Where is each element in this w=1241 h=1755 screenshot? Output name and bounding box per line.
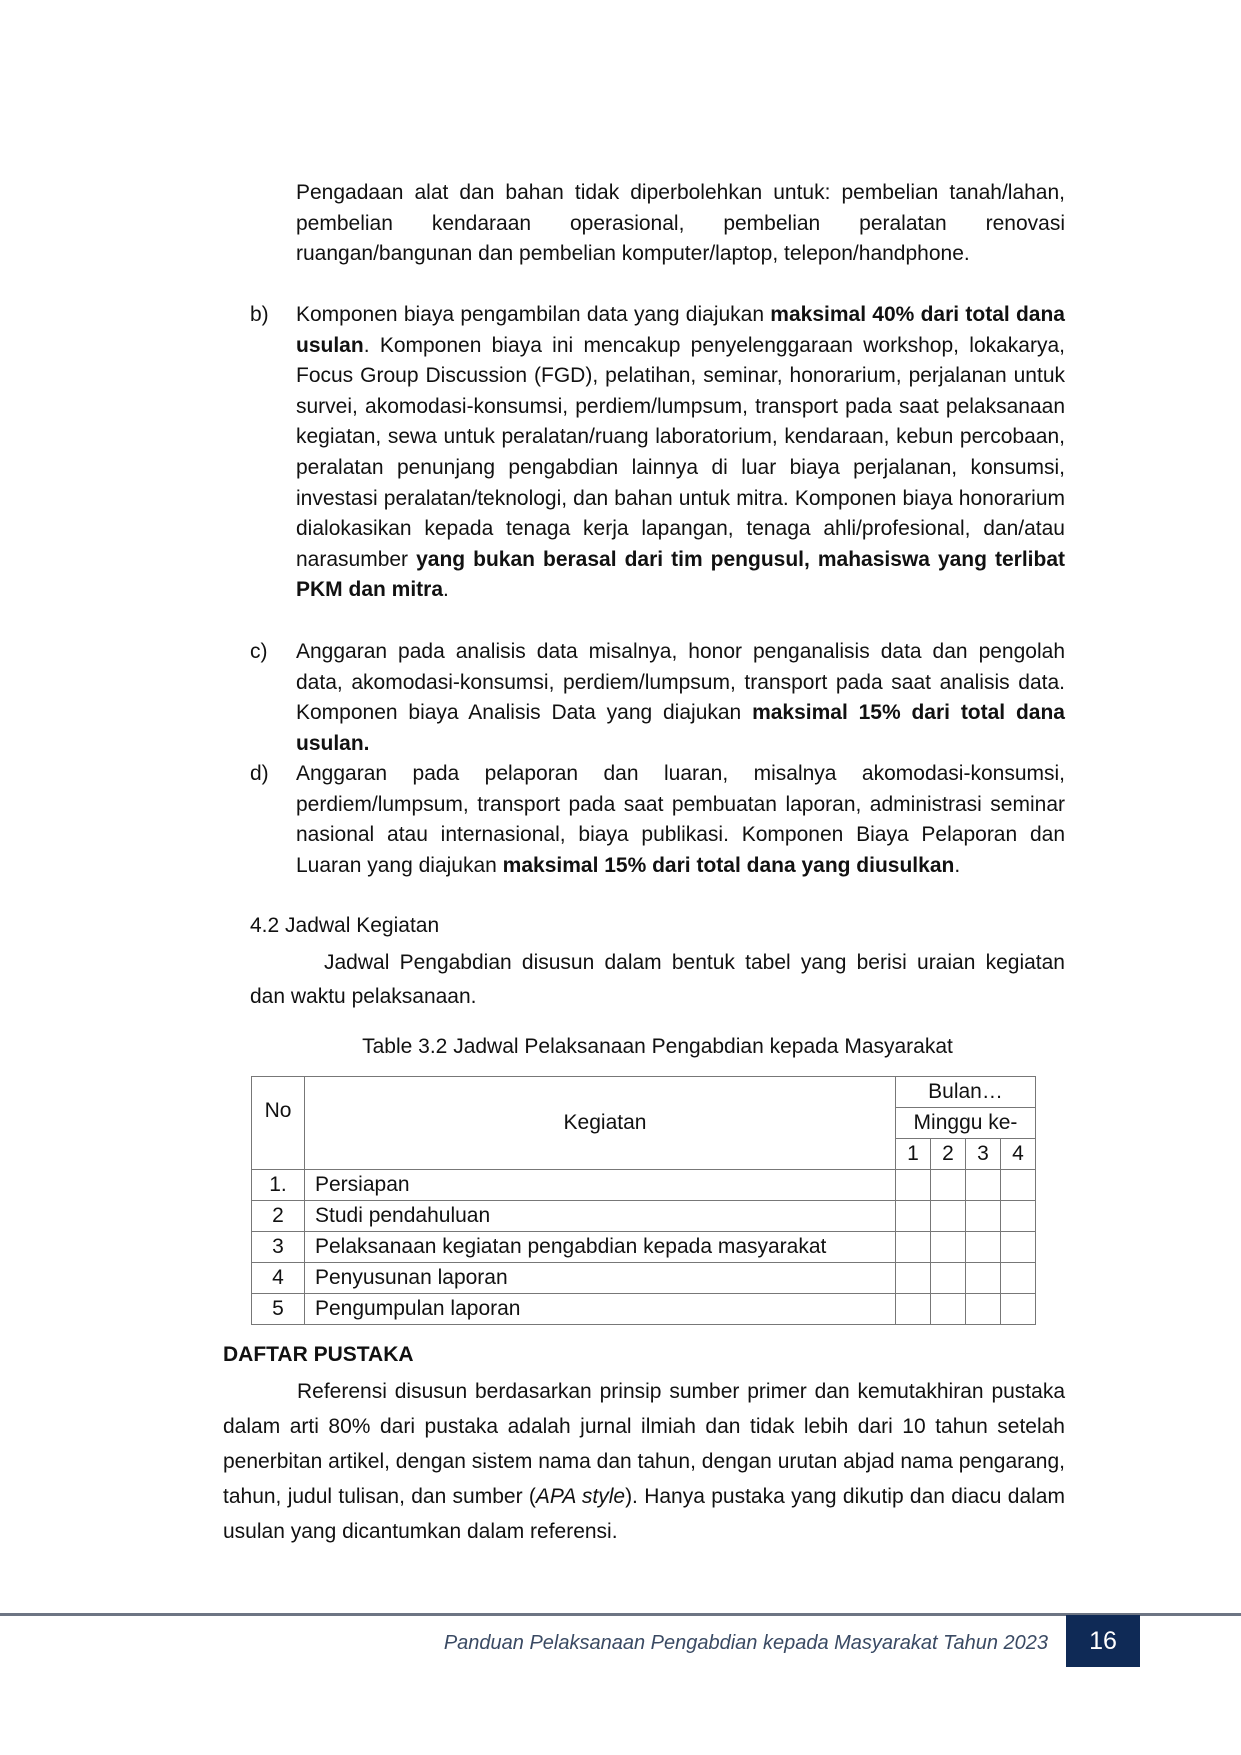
week-cell: [931, 1263, 966, 1294]
daftar-pustaka-paragraph: Referensi disusun berdasarkan prinsip sumber primer dan kemutakhiran pustaka dalam arti 80% dari pustaka adalah jurnal ilmiah dan tidak lebih dari 10 tahun setelah penerbitan artikel, dengan sistem nama dan tahun, dengan urutan abjad nama pengarang, tahun, judul tulisan, dan sumber (APA style). Hanya pustaka yang dikutip dan diacu dalam usulan yang dicantumkan dalam referensi.: [223, 1380, 1065, 1543]
week-cell: [966, 1294, 1001, 1325]
list-item-b: [250, 300, 1065, 606]
week-cell: [1001, 1294, 1036, 1325]
table-row: [252, 1201, 1036, 1232]
section-heading: 4.2 Jadwal Kegiatan: [250, 914, 440, 937]
header-no: No: [252, 1077, 305, 1170]
header-bulan: Bulan…: [896, 1077, 1036, 1108]
week-cell: [931, 1294, 966, 1325]
week-cell: [896, 1263, 931, 1294]
footer-divider: [0, 1613, 1241, 1616]
week-cell: [896, 1201, 931, 1232]
list-marker: b): [250, 303, 269, 326]
section-paragraph: Jadwal Pengabdian disusun dalam bentuk tabel yang berisi uraian kegiatan dan waktu pelaksanaan.: [250, 951, 1065, 1008]
header-week: 1: [896, 1139, 931, 1170]
week-cell: [931, 1170, 966, 1201]
week-cell: [1001, 1201, 1036, 1232]
page-number: 16: [1066, 1615, 1140, 1667]
week-cell: [966, 1232, 1001, 1263]
header-week: 2: [931, 1139, 966, 1170]
table-row: [252, 1232, 1036, 1263]
table-row: [252, 1170, 1036, 1201]
list-marker: d): [250, 762, 269, 785]
row-no: 1.: [252, 1170, 305, 1201]
week-cell: [896, 1232, 931, 1263]
list-item-d: [250, 759, 1065, 881]
week-cell: [966, 1170, 1001, 1201]
list-marker: c): [250, 640, 268, 663]
week-cell: [1001, 1263, 1036, 1294]
list-item-body: Anggaran pada pelaporan dan luaran, misalnya akomodasi-konsumsi, perdiem/lumpsum, transport pada saat pembuatan laporan, administrasi seminar nasional atau internasional, biaya publikasi. Komponen Biaya Pelaporan dan Luaran yang diajukan maksimal 15% dari total dana yang diusulkan.: [296, 762, 1065, 877]
header-minggu: Minggu ke-: [896, 1108, 1036, 1139]
list-item-body: Anggaran pada analisis data misalnya, honor penganalisis data dan pengolah data, akomodasi-konsumsi, perdiem/lumpsum, transport pada saat analisis data. Komponen biaya Analisis Data yang diajukan maksimal 15% dari total dana usulan.: [296, 640, 1065, 755]
row-no: 5: [252, 1294, 305, 1325]
header-week: 3: [966, 1139, 1001, 1170]
table-caption: Table 3.2 Jadwal Pelaksanaan Pengabdian kepada Masyarakat: [362, 1035, 953, 1058]
header-week: 4: [1001, 1139, 1036, 1170]
row-no: 3: [252, 1232, 305, 1263]
week-cell: [896, 1170, 931, 1201]
intro-paragraph: Pengadaan alat dan bahan tidak diperbolehkan untuk: pembelian tanah/lahan, pembelian kendaraan operasional, pembelian peralatan renovasi ruangan/bangunan dan pembelian komputer/laptop, telepon/handphone.: [296, 181, 1065, 266]
week-cell: [1001, 1170, 1036, 1201]
header-kegiatan: Kegiatan: [305, 1077, 896, 1170]
row-kegiatan: Persiapan: [305, 1170, 896, 1201]
week-cell: [1001, 1232, 1036, 1263]
row-no: 4: [252, 1263, 305, 1294]
row-kegiatan: Penyusunan laporan: [305, 1263, 896, 1294]
row-kegiatan: Pengumpulan laporan: [305, 1294, 896, 1325]
footer-title: Panduan Pelaksanaan Pengabdian kepada Masyarakat Tahun 2023: [443, 1632, 1048, 1654]
row-no: 2: [252, 1201, 305, 1232]
week-cell: [966, 1263, 1001, 1294]
daftar-pustaka-heading: DAFTAR PUSTAKA: [223, 1343, 414, 1366]
row-kegiatan: Pelaksanaan kegiatan pengabdian kepada masyarakat: [305, 1232, 896, 1263]
list-item-body: Komponen biaya pengambilan data yang diajukan maksimal 40% dari total dana usulan. Komponen biaya ini mencakup penyelenggaraan workshop, lokakarya, Focus Group Discussion (FGD), pelatihan, seminar, honorarium, perjalanan untuk survei, akomodasi-konsumsi, perdiem/lumpsum, transport pada saat pelaksanaan kegiatan, sewa untuk peralatan/ruang laboratorium, kendaraan, kebun percobaan, peralatan penunjang pengabdian lainnya di luar biaya perjalanan, konsumsi, investasi peralatan/teknologi, dan bahan untuk mitra. Komponen biaya honorarium dialokasikan kepada tenaga kerja lapangan, tenaga ahli/profesional, dan/atau narasumber yang bukan berasal dari tim pengusul, mahasiswa yang terlibat PKM dan mitra.: [296, 303, 1066, 602]
week-cell: [931, 1232, 966, 1263]
list-item-c: [250, 637, 1065, 759]
week-cell: [966, 1201, 1001, 1232]
schedule-table: [251, 1076, 1036, 1325]
table-row: [252, 1263, 1036, 1294]
week-cell: [896, 1294, 931, 1325]
table-row: [252, 1294, 1036, 1325]
week-cell: [931, 1201, 966, 1232]
row-kegiatan: Studi pendahuluan: [305, 1201, 896, 1232]
